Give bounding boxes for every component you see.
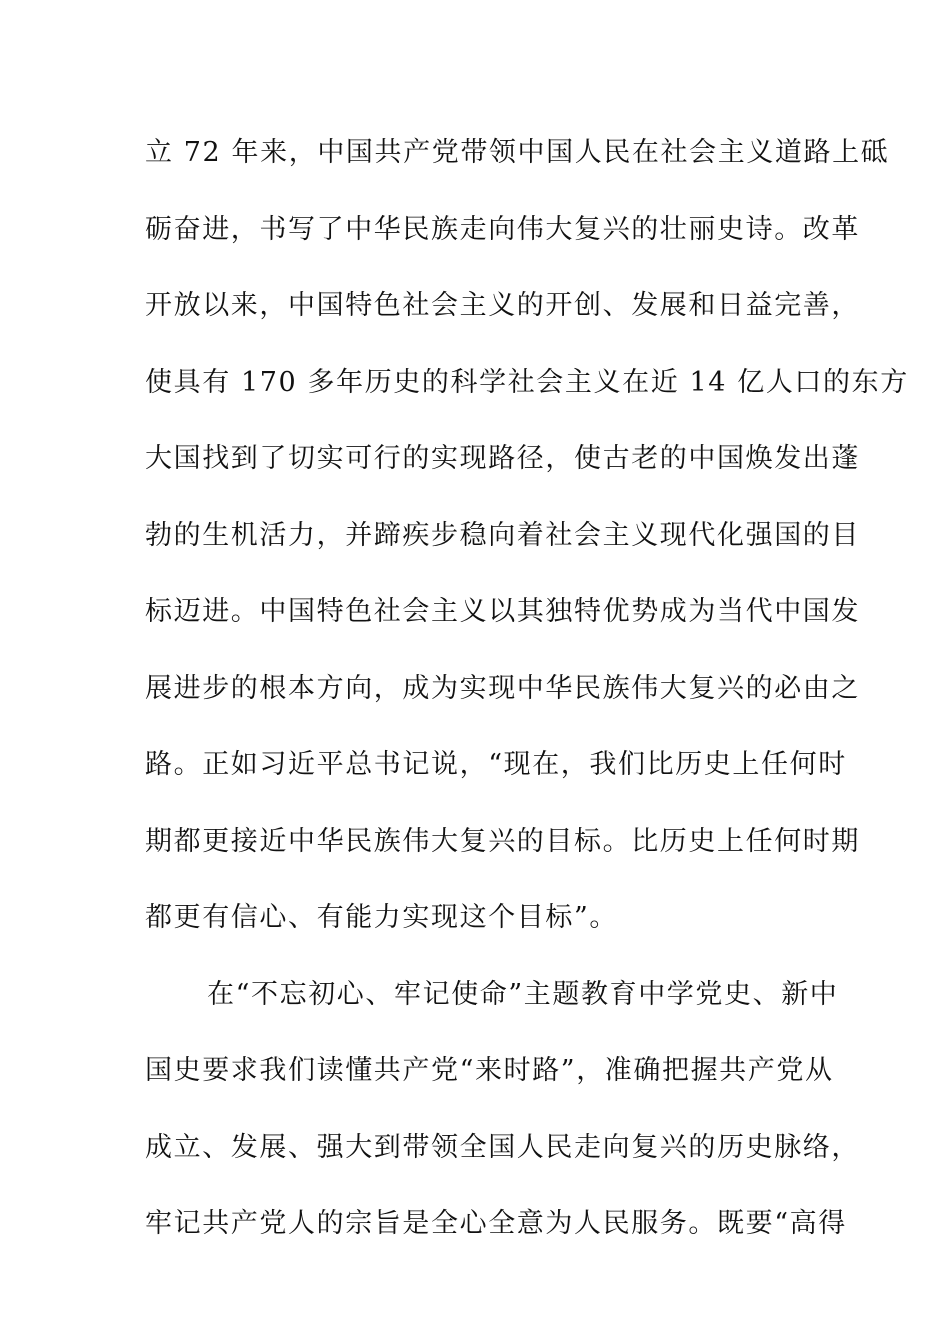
paragraph-start-line: 在“不忘初心、牢记使命”主题教育中学党史、新中 [207, 978, 839, 1010]
text-line: 都更有信心、有能力实现这个目标”。 [145, 902, 619, 933]
text-line: 标迈进。中国特色社会主义以其独特优势成为当代中国发 [145, 596, 860, 627]
text-line: 立 72 年来，中国共产党带领中国人民在社会主义道路上砥 [145, 137, 890, 168]
text-line: 展进步的根本方向，成为实现中华民族伟大复兴的必由之 [145, 672, 860, 704]
document-body [145, 128, 909, 1276]
text-line: 使具有 170 多年历史的科学社会主义在近 14 亿人口的东方 [145, 366, 909, 398]
text-line: 大国找到了切实可行的实现路径，使古老的中国焕发出蓬 [145, 443, 860, 474]
text-line: 砺奋进，书写了中华民族走向伟大复兴的壮丽史诗。改革 [145, 213, 860, 245]
text-line: 国史要求我们读懂共产党“来时路”，准确把握共产党从 [145, 1055, 834, 1086]
text-line: 勃的生机活力，并蹄疾步稳向着社会主义现代化强国的目 [145, 519, 860, 551]
text-line: 开放以来，中国特色社会主义的开创、发展和日益完善， [145, 290, 860, 321]
text-line: 牢记共产党人的宗旨是全心全意为人民服务。既要“高得 [145, 1208, 847, 1239]
text-line: 成立、发展、强大到带领全国人民走向复兴的历史脉络， [145, 1131, 860, 1163]
text-line: 路。正如习近平总书记说，“现在，我们比历史上任何时 [145, 749, 847, 780]
text-line: 期都更接近中华民族伟大复兴的目标。比历史上任何时期 [145, 825, 860, 857]
